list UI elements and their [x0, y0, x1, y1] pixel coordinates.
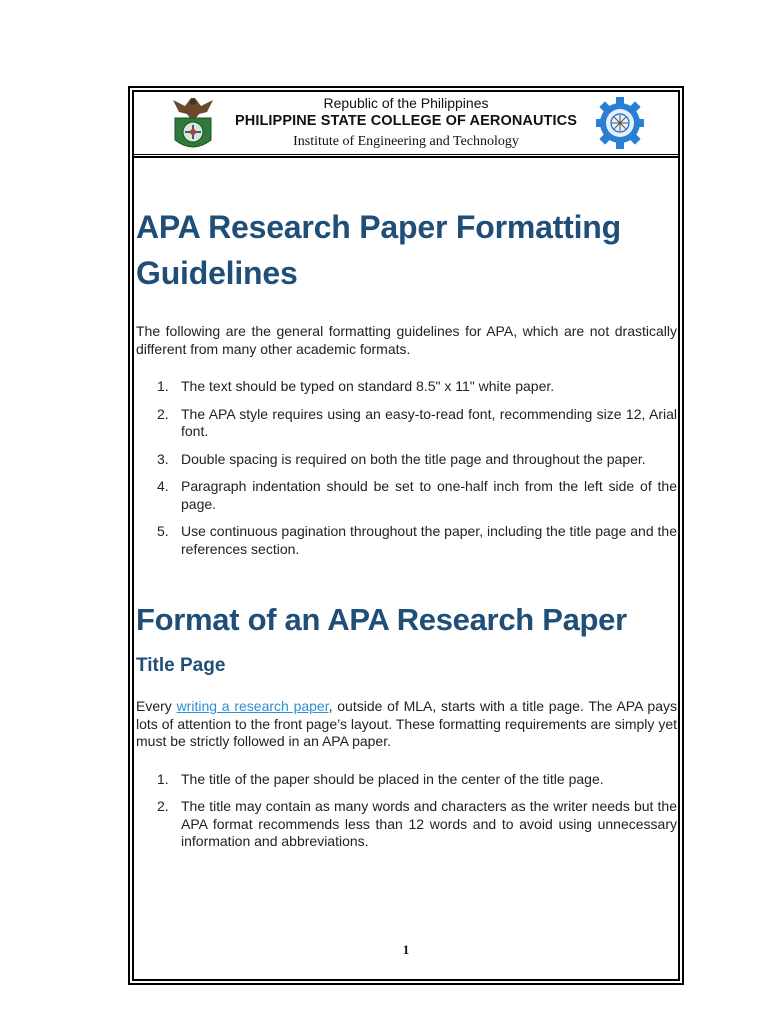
college-name: PHILIPPINE STATE COLLEGE OF AERONAUTICS	[235, 113, 577, 129]
list-text: Double spacing is required on both the title page and throughout the paper.	[181, 450, 646, 467]
list-text: The title may contain as many words and characters as the writer needs but the APA format recommends less than 12 words and to avoid using unnecessary information and abbreviations.	[181, 798, 677, 849]
title-page-list	[136, 771, 677, 851]
list-number: 5.	[157, 523, 169, 539]
list-number: 3.	[157, 450, 169, 467]
institute-name: Institute of Engineering and Technology	[293, 134, 519, 149]
document-body	[136, 204, 677, 861]
subsection-heading: Title Page	[136, 655, 226, 676]
paragraph-suffix: , outside of MLA, starts with a title page. The APA pays lots of attention to the front page’s layout. These formatting requirements are simply yet must be strictly followed in an APA paper.	[136, 698, 677, 749]
list-text: The text should be typed on standard 8.5" x 11" white paper.	[181, 378, 555, 394]
list-number: 2.	[157, 798, 169, 814]
list-text: Use continuous pagination throughout the paper, including the title page and the references section.	[181, 523, 677, 557]
page-number: 1	[402, 942, 410, 957]
list-item	[136, 771, 677, 789]
document-title: APA Research Paper Formatting Guidelines	[136, 209, 621, 291]
guidelines-list	[136, 378, 677, 558]
list-number: 2.	[157, 405, 169, 422]
list-item	[136, 451, 677, 469]
letterhead-rule	[134, 154, 678, 158]
list-text: The APA style requires using an easy-to-read font, recommending size 12, Arial font.	[181, 405, 677, 439]
list-item	[136, 798, 677, 851]
list-item	[136, 478, 677, 513]
list-text: The title of the paper should be placed in the center of the title page.	[181, 770, 604, 787]
paragraph-prefix: Every	[136, 698, 177, 714]
writing-research-paper-link[interactable]: writing a research paper	[176, 698, 329, 714]
title-page-paragraph	[136, 698, 677, 751]
list-number: 1.	[157, 378, 169, 394]
list-item	[136, 406, 677, 441]
list-item	[136, 378, 677, 396]
gear-seal-icon	[594, 95, 646, 151]
section-heading: Format of an APA Research Paper	[136, 602, 627, 637]
list-text: Paragraph indentation should be set to one-half inch from the left side of the page.	[181, 478, 677, 512]
letterhead	[134, 92, 678, 154]
intro-paragraph: The following are the general formatting guidelines for APA, which are not drastically different from many other academic formats.	[136, 323, 677, 357]
list-number: 4.	[157, 478, 169, 494]
list-item	[136, 523, 677, 558]
list-number: 1.	[157, 770, 169, 787]
republic-line: Republic of the Philippines	[323, 95, 489, 111]
